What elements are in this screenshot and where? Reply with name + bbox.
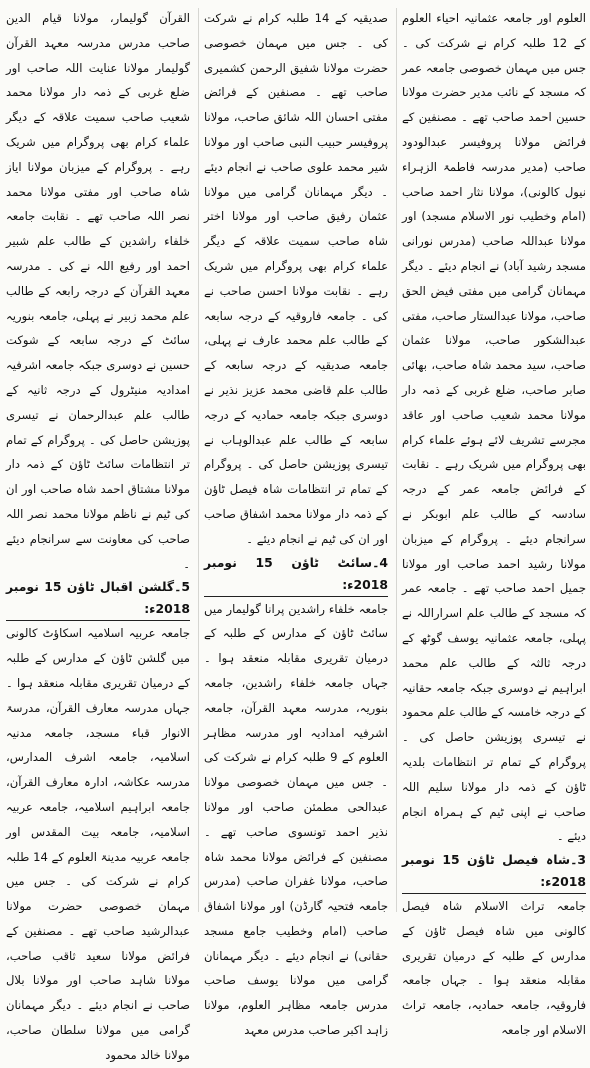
report-paragraph: العلوم اور جامعہ عثمانیہ احیاء العلوم کے 12 طلبہ کرام نے شرکت کی ۔ جس میں مہمان خصوصی جامعہ عمر کہ مسجد کے نائب مدیر حضرت مولانا حسین احمد صاحب تھے ۔ مصنفین کے فرائض مولانا پروفیسر عبدالودود صاحب (مدیر مدرسہ فاطمۃ الزہراء نیول کالونی)، مولانا نثار احمد صاحب (امام وخطیب نور الاسلام مسجد) اور مولانا عبداللہ صاحب (مدرس نورانی مسجد رشید آباد) نے انجام دیئے ۔ دیگر مہمانان گرامی میں مفتی فیض الحق صاحب، مولانا عبدالستار صاحب، مفتی عبدالشکور صاحب، مولانا عثمان صاحب، سید محمد شاہ صاحب، بھائی صابر صاحب، ضلع غربی کے ذمہ دار مولانا محمد شعیب صاحب اور عاقد مجرسے تشریف لائے ہوئے علماء کرام بھی پروگرام میں شریک رہے ۔ نقابت کے فرائض جامعہ عمر کے درجہ سادسہ کے طالب علم ابوبکر نے سرانجام دیئے ۔ پروگرام کے میزبان مولانا رشید احمد صاحب اور مولانا جمیل احمد صاحب تھے ۔ جامعہ عمر کہ مسجد کے طالب علم اسراراللہ نے پہلی، جامعہ عثمانیہ یوسف گوٹھ کے درجہ ثالثہ کے طالب علم محمد ابراہیم نے دوسری جبکہ جامعہ حقانیہ کے درجہ خامسہ کے طالب علم محمود نے تیسری پوزیشن حاصل کی ۔ پروگرام کے تمام تر انتظامات بلدیہ ٹاؤن کے ذمہ دار مولانا سلیم اللہ صاحب نے اپنی ٹیم کے ہمراہ انجام دیئے ۔ (402, 11, 587, 844)
column-divider (198, 8, 199, 912)
column-left (6, 6, 190, 1062)
column-right (402, 6, 587, 1038)
section-heading-site-town: 4۔سائٹ ٹاؤن 15 نومبر 2018ء: (204, 552, 388, 597)
report-paragraph: جامعہ عربیہ اسلامیہ اسکاؤٹ کالونی میں گلشن ٹاؤن کے مدارس کے طلبہ کے درمیان تقریری مقابلہ منعقد ہوا ۔ جہاں مدرسہ معارف القرآن، مدرسۃ الانوار قباء مسجد، جامعہ مدنیہ اسلامیہ، جامعہ اشرف المدارس، مدرسہ عکاشہ، ادارہ معارف القرآن، جامعہ ابراہیم اسلامیہ، جامعہ عربیہ اسلامیہ، جامعہ بیت المقدس اور جامعہ عربیہ مدینۃ العلوم کے 14 طلبہ کرام نے شرکت کی ۔ جس میں مہمان خصوصی حضرت مولانا عبدالرشید صاحب تھے ۔ مصنفین کے فرائض مولانا سعید ثاقب صاحب، مولانا شاہد صاحب اور مولانا بلال صاحب نے انجام دیئے ۔ دیگر مہمانان گرامی میں مولانا سلطان صاحب، مولانا خالد محمود (6, 626, 190, 1062)
section-heading-shah-faisal-town: 3۔شاہ فیصل ٹاؤن 15 نومبر 2018ء: (402, 849, 586, 894)
report-paragraph: القرآن گولیمار، مولانا قیام الدین صاحب مدرس مدرسہ معہد القرآن گولیمار مولانا عنایت اللہ صاحب اور ضلع غربی کے ذمہ دار مولانا محمد شعیب صاحب سمیت علاقہ کے دیگر علماء کرام بھی پروگرام میں شریک رہے ۔ پروگرام کے میزبان مولانا ایاز شاہ صاحب اور مفتی مولانا محمد نصر اللہ صاحب تھے ۔ نقابت جامعہ خلفاء راشدین کے طالب علم شبیر احمد اور رفیع اللہ نے کی ۔ مدرسہ معہد القرآن کے درجہ رابعہ کے طالب علم محمد زبیر نے پہلی، جامعہ بنوریہ سائٹ کے درجہ سابعہ کے شوکت حسین نے دوسری جبکہ جامعہ اشرفیہ امدادیہ منیٹرول کے درجہ ثانیہ کے طالب علم عبدالرحمان نے تیسری پوزیشن حاصل کی ۔ پروگرام کے تمام تر انتظامات سائٹ ٹاؤن کے ذمہ دار مولانا مشتاق احمد شاہ صاحب اور ان کی ٹیم نے ناظم مولانا محمد نصر اللہ صاحب کی معاونت سے سرانجام دیئے ۔ (6, 11, 190, 571)
report-paragraph: جامعہ خلفاء راشدین پرانا گولیمار میں سائٹ ٹاؤن کے مدارس کے طلبہ کے درمیان تقریری مقابلہ منعقد ہوا ۔ جہاں جامعہ خلفاء راشدین، جامعہ بنوریہ، مدرسہ معہد القرآن، جامعہ اشرفیہ امدادیہ اور مدرسہ مظاہر العلوم کے 9 طلبہ کرام نے شرکت کی ۔ جس میں مہمان خصوصی مولانا عبدالحی مطمئن صاحب اور مولانا نذیر احمد تونسوی صاحب تھے ۔ مصنفین کے فرائض مولانا محمد شاہ صاحب، مولانا غفران صاحب (مدرس جامعہ فتحیہ گارڈن) اور مولانا اشفاق صاحب (امام وخطیب جامع مسجد حقانی) نے انجام دیئے ۔ دیگر مہمانان گرامی میں مولانا یوسف صاحب مدرس جامعہ مظاہر العلوم، مولانا زاہد اکبر صاحب مدرس معہد (204, 601, 388, 1038)
column-middle (204, 6, 388, 1038)
column-divider (396, 8, 397, 912)
report-paragraph: صدیقیہ کے 14 طلبہ کرام نے شرکت کی ۔ جس میں مہمان خصوصی حضرت مولانا شفیق الرحمن کشمیری صاحب تھے ۔ مصنفین کے فرائض مفتی احسان اللہ شائق صاحب، مولانا پروفیسر حبیب النبی صاحب اور مولانا شیر محمد علوی صاحب نے انجام دیئے ۔ دیگر مہمانان گرامی میں مولانا عثمان رفیق صاحب اور مولانا اختر شاہ صاحب سمیت علاقہ کے دیگر علماء کرام بھی پروگرام میں شریک رہے ۔ نقابت مولانا احسن صاحب نے کی ۔ جامعہ فاروقیہ کے درجہ سابعہ کے طالب علم محمد عارف نے پہلی، جامعہ صدیقیہ کے درجہ سابعہ کے طالب علم قاضی محمد عزیز نذیر نے دوسری جبکہ جامعہ حمادیہ کے درجہ سابعہ کے طالب علم عبدالوہاب نے تیسری پوزیشن حاصل کی ۔ پروگرام کے تمام تر انتظامات شاہ فیصل ٹاؤن کے ذمہ دار مولانا محمد اشفاق صاحب اور ان کی ٹیم نے انجام دیئے ۔ (204, 11, 388, 546)
report-paragraph: جامعہ تراث الاسلام شاہ فیصل کالونی میں شاہ فیصل ٹاؤن کے مدارس کے طلبہ کے درمیان تقریری مقابلہ منعقد ہوا ۔ جہاں جامعہ فاروقیہ، جامعہ حمادیہ، جامعہ تراث الاسلام اور جامعہ (402, 899, 586, 1038)
section-heading-gulshan-iqbal-town: 5۔گلشن اقبال ٹاؤن 15 نومبر 2018ء: (6, 576, 190, 621)
